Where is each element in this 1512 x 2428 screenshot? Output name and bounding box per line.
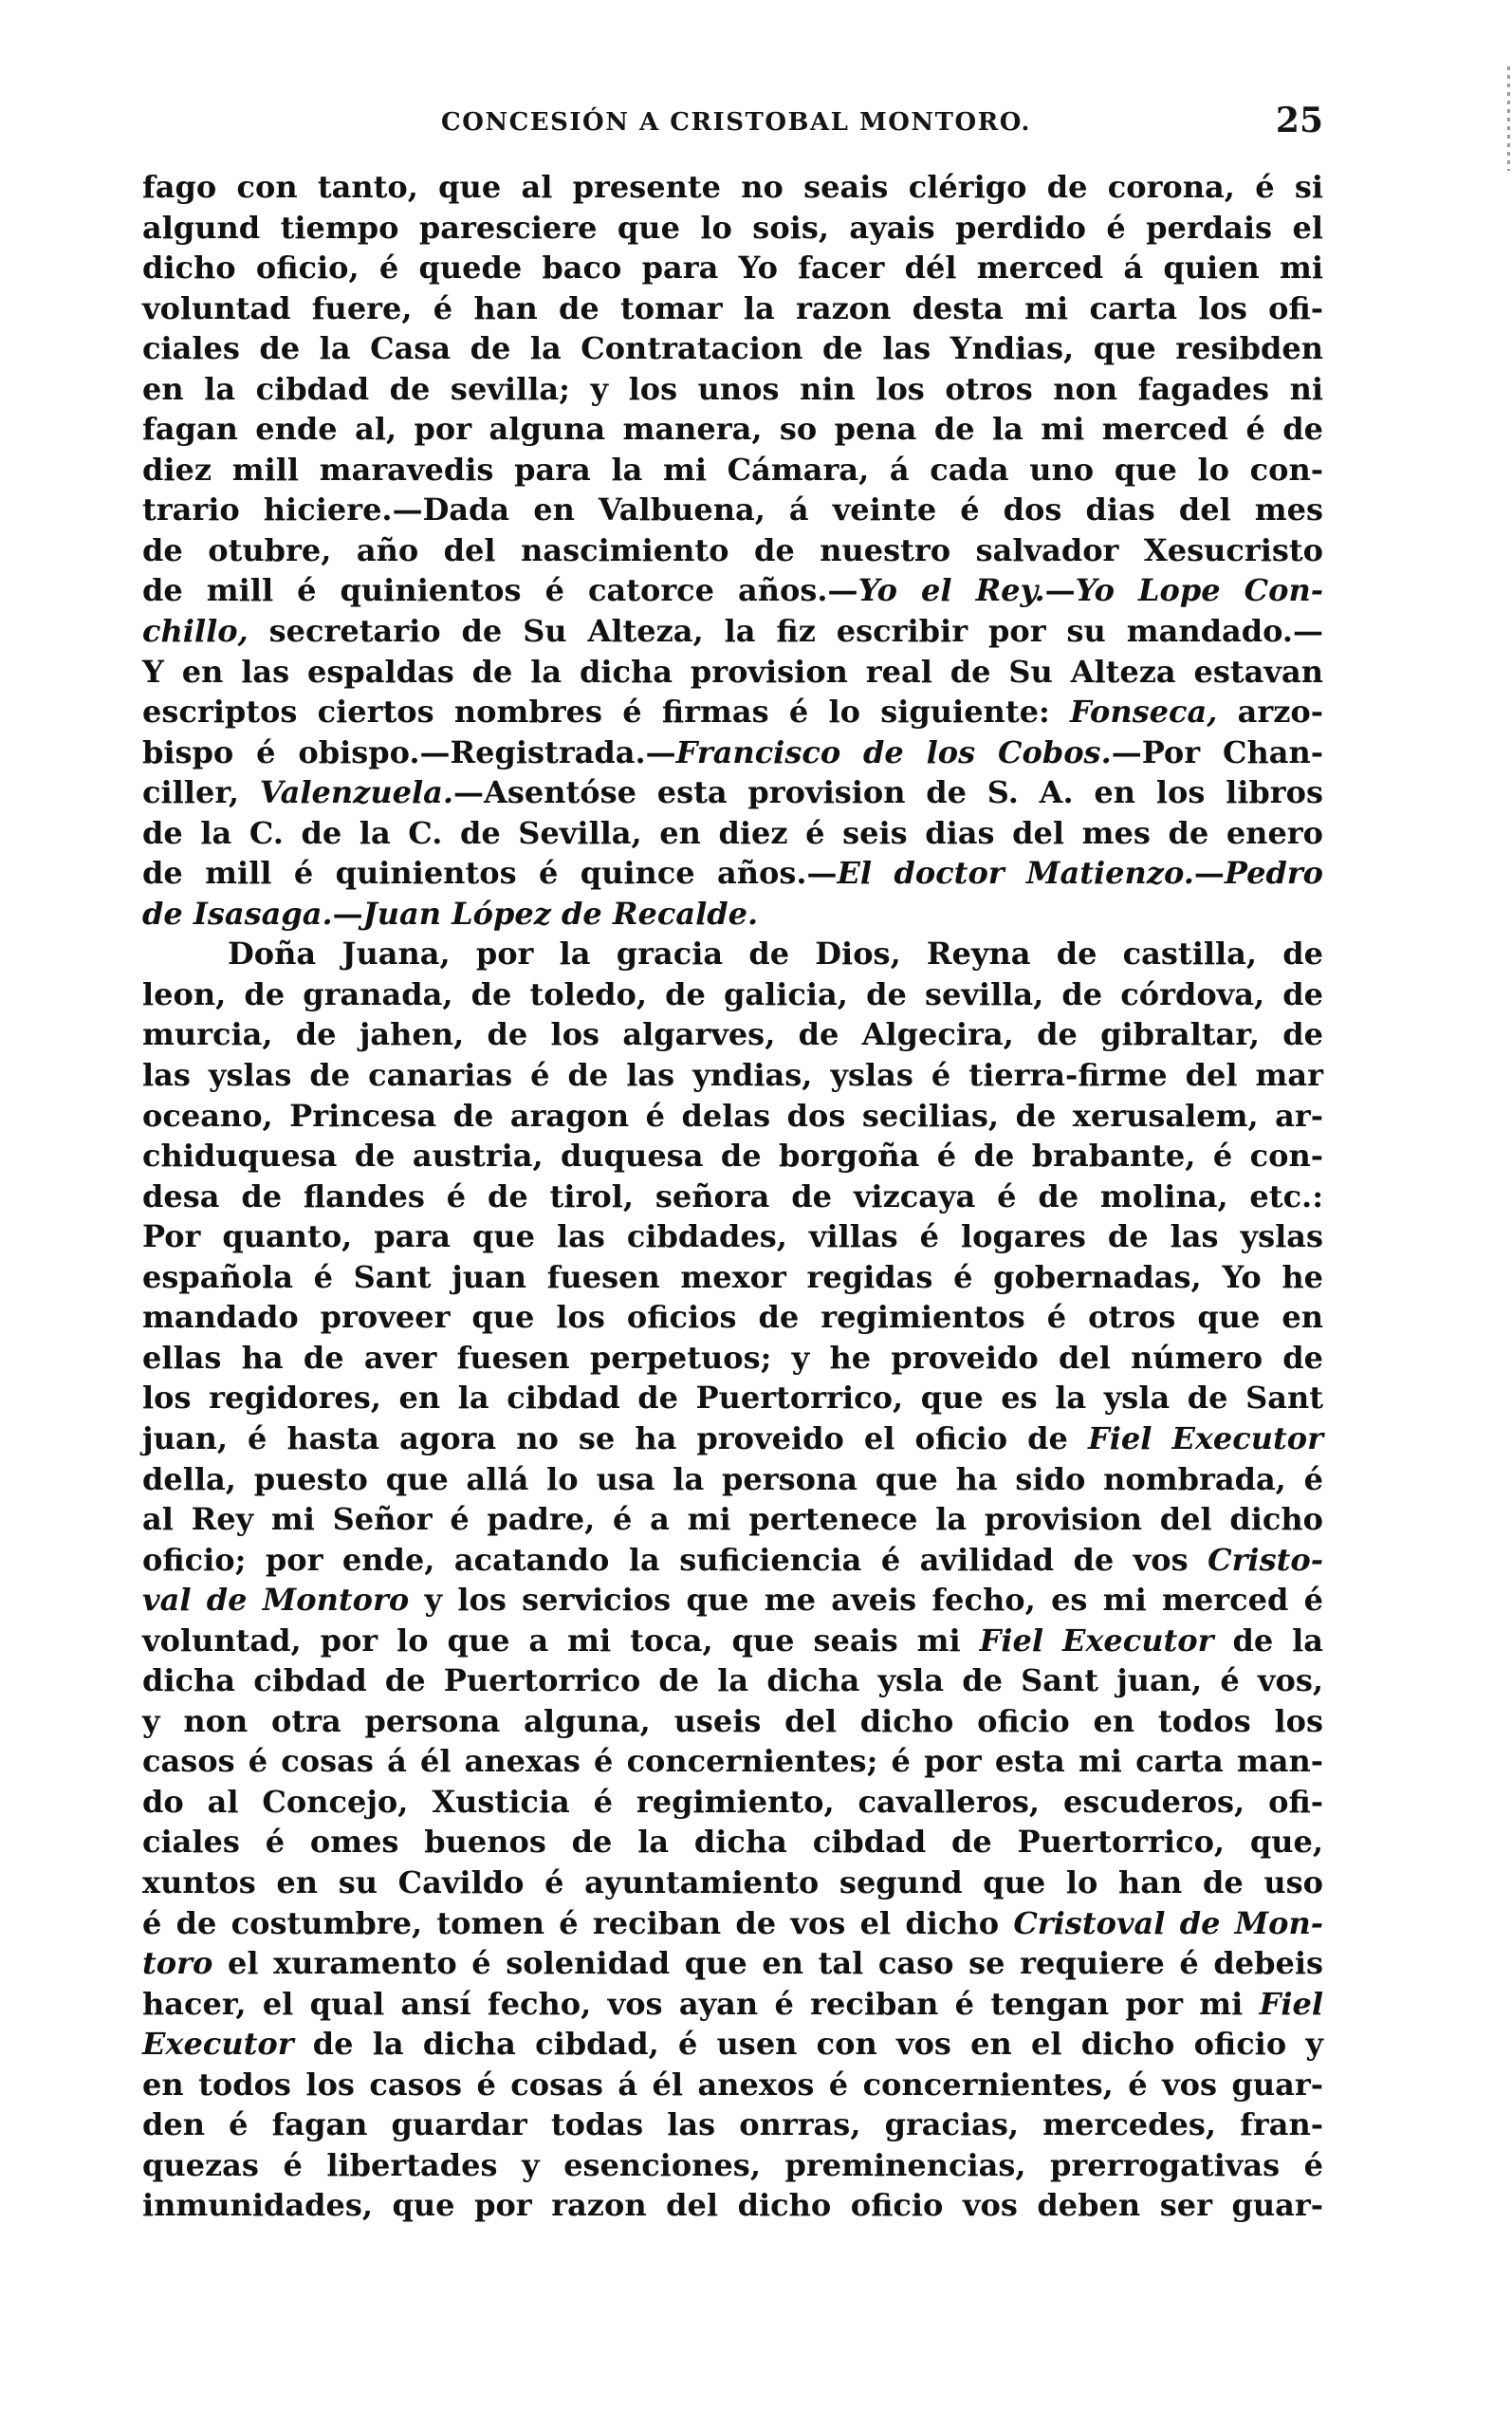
text-line (142, 2185, 1323, 2226)
text-line (142, 692, 1323, 732)
text-span: algund tiempo paresciere que lo sois, ayais perdido é perdais el (142, 209, 1323, 246)
text-span: y los servicios que me aveis fecho, es mi merced é (409, 1582, 1324, 1619)
text-span: bispo é obispo.—Registrada.— (142, 733, 676, 770)
text-span: —Por Chan- (1111, 733, 1324, 770)
text-line (142, 2065, 1323, 2105)
text-span: voluntad fuere, é han de tomar la razon desta mi carta los ofi- (142, 289, 1323, 326)
text-span: desa de flandes é de tirol, señora de vizcaya é de molina, etc.: (142, 1177, 1323, 1214)
italic-text: Fiel Executor (1087, 1419, 1324, 1456)
text-line (142, 1297, 1323, 1338)
text-line (142, 248, 1323, 288)
text-span: voluntad, por lo que a mi toca, que seais mi (142, 1622, 980, 1659)
text-span: juan, é hasta agora no se ha proveido el oficio de (142, 1419, 1088, 1456)
text-span: de la (1213, 1622, 1324, 1659)
text-line (142, 369, 1323, 410)
text-line (142, 1055, 1323, 1096)
text-span: chiduquesa de austria, duquesa de borgoña é de brabante, é con- (142, 1138, 1323, 1175)
text-span: al Rey mi Señor é padre, é a mi pertenece la provision del dicho (142, 1501, 1323, 1538)
text-span: ellas ha de aver fuesen perpetuos; y he proveido del número de (142, 1339, 1323, 1376)
text-line (142, 1096, 1323, 1137)
italic-text: de Isasaga. (142, 895, 333, 932)
text-line (142, 530, 1323, 571)
text-line (142, 1136, 1323, 1177)
text-line (142, 974, 1323, 1015)
text-line (142, 208, 1323, 249)
text-span: leon, de granada, de toledo, de galicia, de sevilla, de córdova, de (142, 975, 1323, 1012)
text-line (142, 1499, 1323, 1540)
text-span: do al Concejo, Xusticia é regimiento, cavalleros, escuderos, ofi- (142, 1783, 1323, 1820)
text-line (142, 1943, 1323, 1984)
text-line (142, 1338, 1323, 1379)
text-line (142, 1621, 1323, 1661)
text-line (142, 1580, 1323, 1621)
text-span: de mill é quinientos é catorce años.— (142, 572, 858, 609)
text-span: de la dicha cibdad, é usen con vos en el dicho oficio y (293, 2026, 1323, 2063)
text-line (142, 1540, 1323, 1581)
text-line (142, 732, 1323, 773)
italic-text: Francisco de los Cobos. (675, 733, 1112, 770)
text-line (142, 167, 1323, 208)
text-line (142, 1459, 1323, 1500)
text-span: —Asentóse esta provision de S. A. en los libros (453, 774, 1324, 811)
text-span: diez mill maravedis para la mi Cámara, á cada uno que lo con- (142, 451, 1323, 488)
text-span: fagan ende al, por alguna manera, so pena de la mi merced é de (142, 411, 1323, 448)
text-span: en todos los casos é cosas á él anexos é concernientes, é vos guar- (142, 2066, 1323, 2103)
text-span: española é Sant juan fuesen mexor regidas é gobernadas, Yo he (142, 1258, 1323, 1295)
text-line (142, 934, 1323, 974)
text-span: el xuramento é solenidad que en tal caso se requiere é debeis (212, 1945, 1323, 1982)
text-span: y non otra persona alguna, useis del dicho oficio en todos los (142, 1702, 1323, 1739)
text-line (142, 1378, 1323, 1418)
italic-text: Yo el Rey. (857, 572, 1045, 609)
italic-text: Fiel (1259, 1985, 1323, 2022)
italic-text: Yo Lope Con- (1075, 572, 1324, 609)
italic-text: Valenzuela. (259, 774, 453, 811)
text-line (142, 570, 1323, 611)
text-line (142, 1216, 1323, 1257)
text-line (142, 409, 1323, 450)
italic-text: Executor (142, 2026, 294, 2063)
text-line (142, 288, 1323, 329)
text-span: murcia, de jahen, de los algarves, de Algecira, de gibraltar, de (142, 1016, 1323, 1053)
text-span: oceano, Princesa de aragon é delas dos secilias, de xerusalem, ar- (142, 1097, 1323, 1134)
text-line (142, 490, 1323, 530)
text-line (142, 1177, 1323, 1217)
italic-text: val de Montoro (142, 1582, 410, 1619)
text-span: secretario de Su Alteza, la fiz escribir por su mandado.— (248, 613, 1323, 650)
italic-text: El doctor Matienzo. (837, 855, 1194, 892)
text-line (142, 1014, 1323, 1055)
text-line (142, 652, 1323, 693)
text-line (142, 1822, 1323, 1863)
italic-text: Juan López de Recalde. (362, 895, 759, 932)
text-line (142, 328, 1323, 369)
text-span: inmunidades, que por razon del dicho oficio vos deben ser guar- (142, 2187, 1323, 2224)
text-line (142, 1782, 1323, 1823)
page-header (142, 101, 1323, 158)
body-text (142, 167, 1323, 2226)
text-span: hacer, el qual ansí fecho, vos ayan é reciban é tengan por mi (142, 1985, 1260, 2022)
text-line (142, 1418, 1323, 1459)
text-span: — (332, 895, 363, 932)
text-span: Por quanto, para que las cibdades, villas é logares de las yslas (142, 1218, 1323, 1255)
text-line (142, 1984, 1323, 2025)
text-span: quezas é libertades y esenciones, preminencias, prerrogativas é (142, 2146, 1323, 2183)
running-head: CONCESIÓN A CRISTOBAL MONTORO. (441, 108, 1031, 137)
text-span: dicho oficio, é quede baco para Yo facer dél merced á quien mi (142, 250, 1323, 287)
text-line (142, 450, 1323, 491)
text-span: de otubre, año del nascimiento de nuestro salvador Xesucristo (142, 531, 1323, 568)
text-span: en la cibdad de sevilla; y los unos nin los otros non fagades ni (142, 370, 1323, 407)
text-span: dicha cibdad de Puertorrico de la dicha ysla de Sant juan, é vos, (142, 1662, 1323, 1699)
text-span: den é fagan guardar todas las onrras, gracias, mercedes, fran- (142, 2106, 1323, 2143)
text-line (142, 2104, 1323, 2145)
text-line (142, 2024, 1323, 2065)
text-span: é de costumbre, tomen é reciban de vos el dicho (142, 1904, 1014, 1941)
italic-text: Cristo- (1208, 1541, 1323, 1578)
text-line (142, 813, 1323, 854)
text-span: ciller, (142, 774, 260, 811)
text-span: Doña Juana, por la gracia de Dios, Reyna de castilla, de (228, 936, 1323, 973)
text-line (142, 1741, 1323, 1782)
page-number: 25 (1275, 101, 1323, 140)
text-span: ciales é omes buenos de la dicha cibdad de Puertorrico, que, (142, 1824, 1323, 1861)
text-span: — (1044, 572, 1076, 609)
text-line (142, 1903, 1323, 1944)
italic-text: Cristoval de Mon- (1013, 1904, 1324, 1941)
text-span: trario hiciere.—Dada en Valbuena, á veinte é dos dias del mes (142, 491, 1323, 528)
text-span: oficio; por ende, acatando la suficiencia é avilidad de vos (142, 1541, 1208, 1578)
text-span: — (1193, 855, 1225, 892)
text-line (142, 1257, 1323, 1298)
text-span: de mill é quinientos é quince años.— (142, 855, 838, 892)
text-span: mandado proveer que los oficios de regimientos é otros que en (142, 1299, 1323, 1336)
italic-text: toro (142, 1945, 213, 1982)
text-span: ciales de la Casa de la Contratacion de las Yndias, que resibden (142, 330, 1323, 367)
text-span: della, puesto que allá lo usa la persona que ha sido nombrada, é (142, 1460, 1323, 1497)
italic-text: Fiel Executor (979, 1622, 1214, 1659)
italic-text: Pedro (1224, 855, 1324, 892)
italic-text: chillo, (142, 613, 249, 650)
text-span: las yslas de canarias é de las yndias, yslas é tierra-firme del mar (142, 1057, 1323, 1094)
text-span: xuntos en su Cavildo é ayuntamiento segund que lo han de uso (142, 1863, 1323, 1900)
text-line (142, 772, 1323, 813)
text-line (142, 1701, 1323, 1742)
text-span: de la C. de la C. de Sevilla, en diez é seis dias del mes de enero (142, 814, 1323, 851)
text-span: Y en las espaldas de la dicha provision real de Su Alteza estavan (142, 653, 1323, 690)
text-span: escriptos ciertos nombres é firmas é lo siguiente: (142, 694, 1071, 731)
text-line (142, 2145, 1323, 2186)
page-edge-mark (1507, 66, 1510, 171)
text-line (142, 1863, 1323, 1903)
text-span: casos é cosas á él anexas é concernientes; é por esta mi carta man- (142, 1743, 1323, 1780)
text-line (142, 1660, 1323, 1701)
text-line (142, 894, 1323, 935)
text-span: fago con tanto, que al presente no seais clérigo de corona, é si (142, 169, 1323, 205)
text-span: arzo- (1217, 694, 1324, 731)
text-line (142, 853, 1323, 894)
text-span: los regidores, en la cibdad de Puertorrico, que es la ysla de Sant (142, 1380, 1323, 1417)
italic-text: Fonseca, (1070, 694, 1218, 731)
text-line (142, 611, 1323, 652)
